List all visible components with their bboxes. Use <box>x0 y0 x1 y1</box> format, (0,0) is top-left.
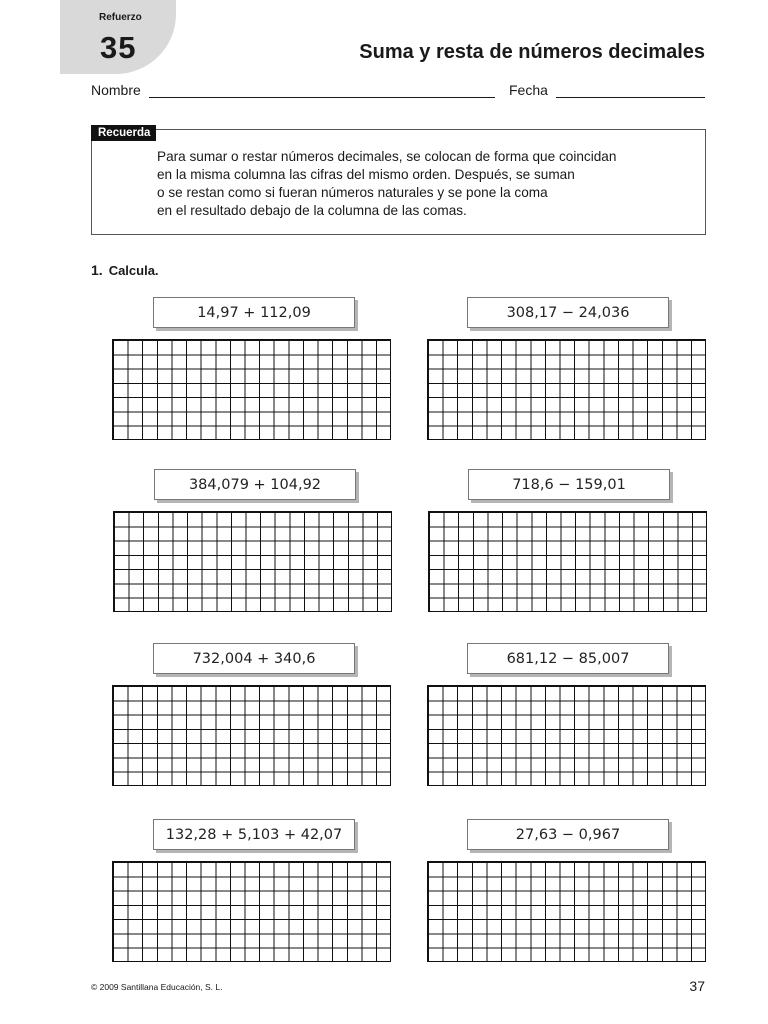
exercise-number: 1. <box>91 262 103 278</box>
answer-grid[interactable] <box>112 685 391 786</box>
answer-grid[interactable] <box>113 511 392 612</box>
page-title: Suma y resta de números decimales <box>359 41 705 63</box>
page-number: 37 <box>689 978 705 994</box>
name-field[interactable] <box>149 97 495 98</box>
operation-box: 308,17 − 24,036 <box>467 297 669 328</box>
copyright: © 2009 Santillana Educación, S. L. <box>91 982 223 992</box>
name-label: Nombre <box>91 82 141 98</box>
answer-grid[interactable] <box>428 511 707 612</box>
recuerda-box <box>91 129 706 235</box>
recuerda-label: Recuerda <box>91 125 156 141</box>
operation-box: 27,63 − 0,967 <box>467 819 669 850</box>
operation-box: 732,004 + 340,6 <box>153 643 355 674</box>
exercise-heading <box>91 262 159 278</box>
operation-box: 132,28 + 5,103 + 42,07 <box>153 819 355 850</box>
operation-box: 384,079 + 104,92 <box>154 469 356 500</box>
answer-grid[interactable] <box>427 685 706 786</box>
answer-grid[interactable] <box>112 339 391 440</box>
answer-grid[interactable] <box>112 861 391 962</box>
date-label: Fecha <box>509 82 548 98</box>
recuerda-line: en la misma columna las cifras del mismo orden. Después, se suman <box>157 167 575 182</box>
tab-number: 35 <box>100 30 137 65</box>
tab-label: Refuerzo <box>99 12 142 23</box>
operation-box: 718,6 − 159,01 <box>468 469 670 500</box>
operation-box: 14,97 + 112,09 <box>153 297 355 328</box>
answer-grid[interactable] <box>427 339 706 440</box>
operation-box: 681,12 − 85,007 <box>467 643 669 674</box>
recuerda-line: o se restan como si fueran números naturales y se pone la coma <box>157 185 548 200</box>
recuerda-line: Para sumar o restar números decimales, se colocan de forma que coincidan <box>157 149 617 164</box>
recuerda-text <box>157 148 697 220</box>
exercise-instruction: Calcula. <box>108 263 159 278</box>
recuerda-line: en el resultado debajo de la columna de las comas. <box>157 203 467 218</box>
answer-grid[interactable] <box>427 861 706 962</box>
date-field[interactable] <box>556 97 705 98</box>
